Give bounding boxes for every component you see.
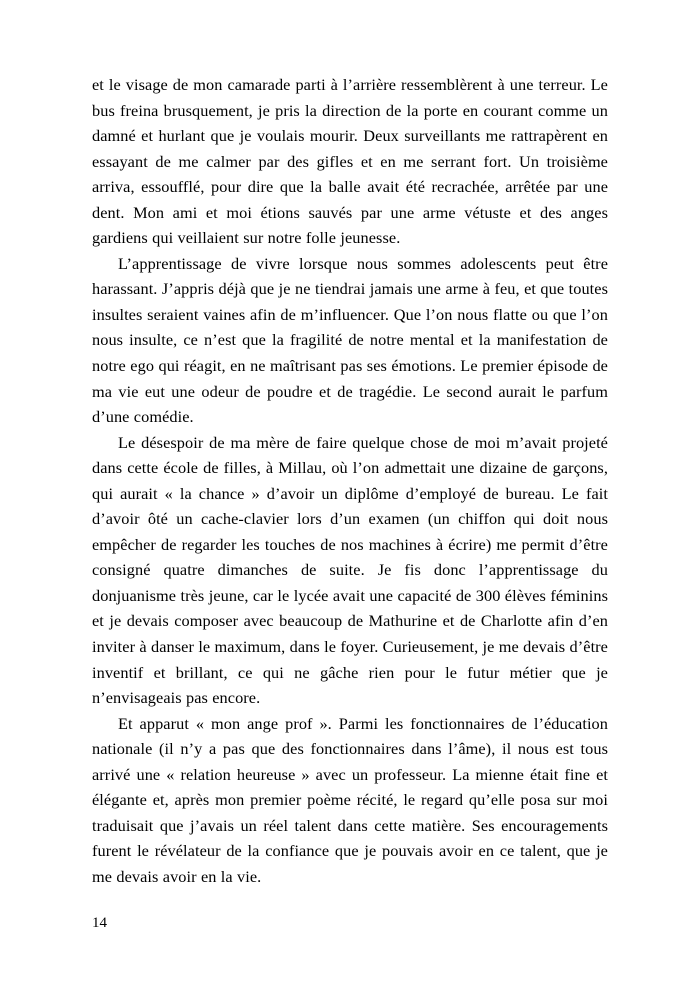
body-paragraph: L’apprentissage de vivre lorsque nous sommes adolescents peut être harassant. J’appris déjà que je ne tiendrai jamais une arme à feu, et que toutes insultes seraient vaines afin de m’influencer. Que l’on nous flatte ou que l’on nous insulte, ce n’est que la fragilité de notre mental et la manifestation de notre ego qui réagit, en ne maîtrisant pas ses émotions. Le premier épisode de ma vie eut une odeur de poudre et de tragédie. Le second aurait le parfum d’une comédie. [92,253,608,427]
page-text-block [92,72,608,890]
page-number: 14 [92,915,107,931]
body-paragraph: Et apparut « mon ange prof ». Parmi les fonctionnaires de l’éducation nationale (il n’y a pas que des fonctionnaires dans l’âme), il nous est tous arrivé une « relation heureuse » avec un professeur. La mienne était fine et élégante et, après mon premier poème récité, le regard qu’elle posa sur moi traduisait que j’avais un réel talent dans cette matière. Ses encouragements furent le révélateur de la confiance que je pouvais avoir en ce talent, que je me devais avoir en la vie. [92,713,608,886]
body-paragraph: et le visage de mon camarade parti à l’arrière ressemblèrent à une terreur. Le bus freina brusquement, je pris la direction de la porte en courant comme un damné et hurlant que je voulais mourir. Deux surveillants me rattrapèrent en essayant de me calmer par des gifles et en me serrant fort. Un troisième arriva, essoufflé, pour dire que la balle avait été recrachée, arrêtée par une dent. Mon ami et moi étions sauvés par une arme vétuste et des anges gardiens qui veillaient sur notre folle jeunesse. [92,75,608,248]
body-paragraph: Le désespoir de ma mère de faire quelque chose de moi m’avait projeté dans cette école de filles, à Millau, où l’on admettait une dizaine de garçons, qui aurait « la chance » d’avoir un diplôme d’employé de bureau. Le fait d’avoir ôté un cache-clavier lors d’un examen (un chiffon qui doit nous empêcher de regarder les touches de nos machines à écrire) me permit d’être consigné quatre dimanches de suite. Je fis donc l’apprentissage du donjuanisme très jeune, car le lycée avait une capacité de 300 élèves féminins et je devais composer avec beaucoup de Mathurine et de Charlotte afin d’en inviter à danser le maximum, dans le foyer. Curieusement, je me devais d’être inventif et brillant, ce qui ne gâche rien pour le futur métier que je n’envisageais pas encore. [92,432,608,708]
